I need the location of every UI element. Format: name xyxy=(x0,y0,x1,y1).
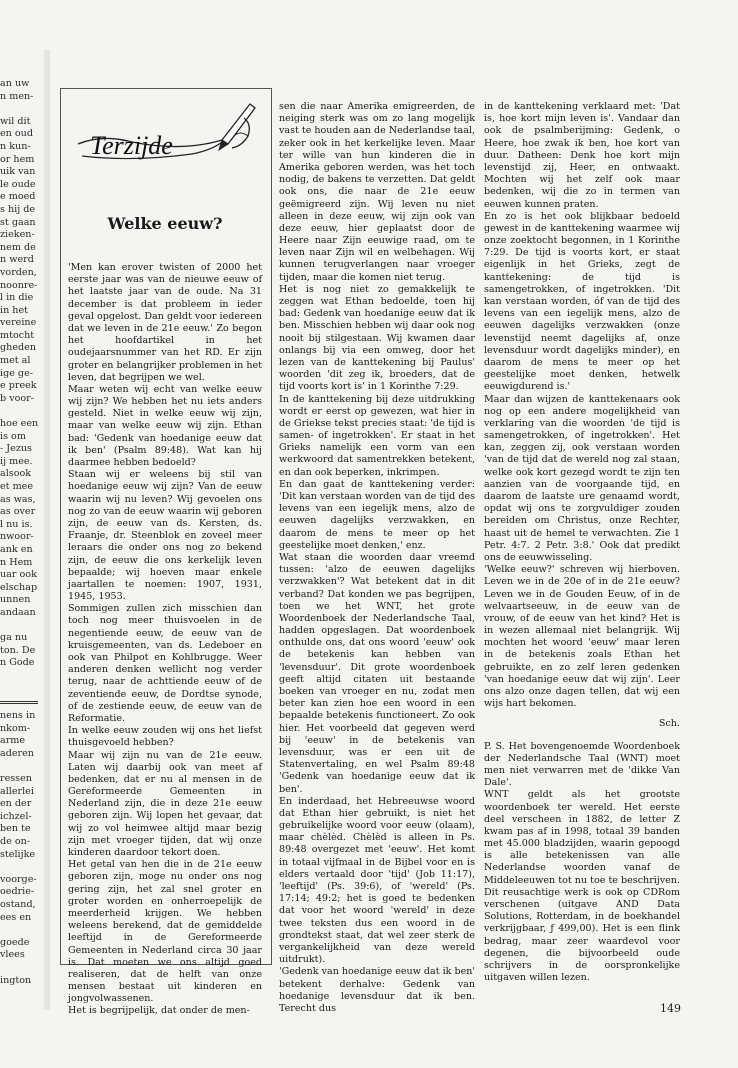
logo-lettering: Terzijde xyxy=(90,131,173,160)
previous-column-line xyxy=(0,861,40,874)
article-col1-paragraph: Maar wij zijn nu van de 21e eeuw. Laten wij daarbij ook van meet af bedenken, dat er nu al mensen in de Gereformeerde Gemeenten in Nederland zijn, die in deze 21e eeuw geboren zijn. Wij lopen het gevaar, dat wij zo vol heimwee altijd maar bezig zijn met vroeger tijden, dat wij onze kinderen daardoor tekort doen. xyxy=(68,749,262,858)
previous-column-line: b voor- xyxy=(0,392,34,404)
previous-column-line: ostand, xyxy=(0,899,36,910)
article-col2-paragraph: En dan gaat de kanttekening verder: 'Dit kan verstaan worden van de tijd des levens van een iegelijk mens, alzo de eeuwen dagelijks verzwakken, en daarom de mens te meer op het geestelijke moet denken,' enz. xyxy=(279,478,475,551)
previous-column-line: uar ook xyxy=(0,569,37,581)
previous-column-line: en oud xyxy=(0,128,34,140)
previous-column-line: n Gode xyxy=(0,657,35,669)
previous-column-line: en der xyxy=(0,798,32,810)
previous-column-line: is om xyxy=(0,430,26,442)
article-column-3 xyxy=(484,101,680,984)
previous-column-line: nkom- xyxy=(0,722,31,734)
previous-column-line: elschap xyxy=(0,581,38,593)
previous-column-line: mtocht xyxy=(0,329,35,341)
previous-column-line: arme xyxy=(0,735,26,747)
article-col1-paragraph: Maar weten wij echt van welke eeuw wij zijn? We hebben het nu iets anders gesteld. Niet in welke eeuw wij zijn, maar van welke eeuw wij zijn. Ethan bad: 'Gedenk van hoedanige eeuw dat ik ben' (Psalm 89:48). Wat kan hij daarmee hebben bedoeld? xyxy=(68,383,262,468)
author-signature: Sch. xyxy=(658,718,680,730)
previous-column-line: voorge- xyxy=(0,873,37,885)
previous-column-line: ees en xyxy=(0,911,32,923)
article-col3-paragraph: Maar dan wijzen de kanttekenaars ook nog op een andere mogelijkheid van verklaring van die woorden 'de tijd is samengetrokken, of ingetrokken'. Het kan, zeggen zij, ook verstaan worden 'van de tijd dat de wereld nog zal staan, welke ook kort gezegd wordt te zijn ten aanzien van de voorgaande tijd, en daarom de laatste ure genaamd wordt, opdat wij ons te zorgvuldiger zouden bereiden om Christus, onze Rechter, haast uit de hemel te verwachten. Zie 1 Petr. 4:7. 2 Petr. 3:8.' Ook dat predikt ons de eeuwwisseling. xyxy=(484,393,680,563)
previous-column-line: zieken- xyxy=(0,229,35,241)
previous-column-line: hoe een xyxy=(0,418,39,430)
previous-column-line: noonre- xyxy=(0,279,38,291)
article-col2-paragraph: sen die naar Amerika emigreerden, de neiging sterk was om zo lang mogelijk vast te houden aan de Nederlandse taal, zeker ook in het kerkelijke leven. Maar ter wille van hun kinderen die in Amerika geboren werden, was het toch nodig, de bakens te verzetten. Dat geldt ook ons, die naar de 21e eeuw geëmigreerd zijn. Wij leven nu niet alleen in deze eeuw, wij zijn ook van deze eeuw, hier geplaatst door de Heere naar Zijn eeuwige raad, om te leven naar Zijn wil en welbehagen. Wij kunnen terugverlangen naar vroeger tijden, maar die komen niet terug. xyxy=(279,101,475,283)
article-ps-paragraph: P. S. Het bovengenoemde Woordenboek der Nederlandsche Taal (WNT) moet men niet verwarren met de 'dikke Van Dale'. xyxy=(484,740,680,789)
previous-column-line: st gaan xyxy=(0,216,36,228)
previous-column-line: et mee xyxy=(0,481,34,492)
previous-column-line xyxy=(0,760,40,773)
previous-column-line: vereine xyxy=(0,317,37,329)
previous-column-line: ton. De xyxy=(0,644,36,656)
previous-column-line xyxy=(0,683,40,696)
article-col1-paragraph: Het is begrijpelijk, dat onder de men- xyxy=(68,1005,250,1017)
previous-column-line: ington xyxy=(0,974,32,986)
previous-column-line xyxy=(0,405,40,418)
article-column-1 xyxy=(68,262,262,1018)
previous-column-line: l nu is. xyxy=(0,518,33,530)
article-col3-paragraph: in de kanttekening verklaard met: 'Dat is, hoe kort mijn leven is'. Vandaar dan ook de psalmberijming: Gedenk, o Heere, hoe zwak ik ben, hoe kort van duur. Datheen: Denk hoe kort mijn levenstijd zij, Heer, en ontwaakt. Mochten wij het zelf ook maar bedenken, wij die zo in termen van eeuwen kunnen praten. xyxy=(484,101,680,210)
column-3-body xyxy=(484,101,680,710)
previous-column-line: de on- xyxy=(0,836,31,848)
previous-column-line: or hem xyxy=(0,153,35,165)
previous-column-line: e preek xyxy=(0,380,37,392)
previous-column-line: n kun- xyxy=(0,140,31,152)
article-col3-paragraph: En zo is het ook blijkbaar bedoeld gewest in de kanttekening waarmee wij onze zoektocht begonnen, in 1 Korinthe 7:29. De tijd is voorts kort, er staat eigenlijk in het Grieks, zegt de kanttekening: de tijd is samengetrokken, of ingetrokken. 'Dit kan verstaan worden, óf van de tijd des levens van een iegelijk mens, alzo de eeuwen dagelijks verzwakken (onze levenstijd neemt dagelijks af, onze levensduur wordt dagelijks minder), en daarom de mens te meer op het geestelijke moet denken, hetwelk eeuwigdurend is.' xyxy=(484,210,680,393)
previous-column-line: uik van xyxy=(0,166,36,178)
previous-column-line: ben te xyxy=(0,823,31,835)
page-gutter xyxy=(44,50,50,1010)
previous-column-line: andaan xyxy=(0,606,36,618)
previous-column-line: met al xyxy=(0,355,31,367)
previous-column-line xyxy=(0,620,40,633)
article-col1-paragraph: In welke eeuw zouden wij ons het liefst thuisgevoeld hebben? xyxy=(68,725,262,749)
article-col1-paragraph: Staan wij er weleens bij stil van hoedanige eeuw wij zijn? Van de eeuw waarin wij nu leven? Wij gevoelen ons nog zo van de eeuw waarin wij geboren zijn, de eeuw van ds. Kersten, ds. Fraanje, dr. Steenblok en zoveel meer leraars die onder ons nog zo bekend zijn, de eeuw die ons kerkelijk leven bepaalde; wij hoeven maar enkele jaartallen te noemen: 1907, 1931, 1945, 1953. xyxy=(68,469,262,603)
previous-column-line: unnen xyxy=(0,594,31,606)
page-number: 149 xyxy=(660,1002,681,1015)
previous-column-line: ank en xyxy=(0,543,33,555)
article-col1-paragraph: Het getal van hen die in de 21e eeuw geboren zijn, moge nu onder ons nog gering zijn, het zal snel groter en groter worden en onherroepelijk de meerderheid krijgen. We hebben weleens berekend, dat de gemiddelde leeftijd in de Gereformeerde Gemeenten in Nederland circa 30 jaar is. Dat moeten we ons altijd goed realiseren, dat de helft van onze mensen bestaat uit kinderen en jongvolwassenen. xyxy=(68,859,262,1005)
previous-column-line: ga nu xyxy=(0,632,28,644)
previous-column-line: vlees xyxy=(0,949,25,961)
section-divider xyxy=(0,701,38,704)
terzijde-logo xyxy=(72,96,257,174)
previous-column-line: in het xyxy=(0,304,29,316)
previous-column-line: ige ge- xyxy=(0,367,33,379)
previous-column-line: vorden, xyxy=(0,266,37,278)
previous-column-line: ichzel- xyxy=(0,810,32,822)
article-col2-paragraph: Het is nog niet zo gemakkelijk te zeggen wat Ethan bedoelde, toen hij bad: Gedenk van hoedanige eeuw dat ik ben. Misschien hebben wij daar ook nog nooit bij stilgestaan. Wij kwamen daar onlangs bij via een omweg, door het lezen van de kanttekening bij Paulus' woorden 'dit zeg ik, broeders, dat de tijd voorts kort is' in 1 Korinthe 7:29. xyxy=(279,283,475,393)
article-col2-paragraph: En inderdaad, het Hebreeuwse woord dat Ethan hier gebruikt, is niet het gebruikelijke woord voor eeuw (olaam), maar chèlèd. Chèlèd is alleen in Ps. 89:48 overgezet met 'eeuw'. Het komt in totaal vijfmaal in de Bijbel voor en is elders vertaald door 'tijd' (Job 11:17), 'leeftijd' (Ps. 39:6), of 'wereld' (Ps. 17:14; 49:2; het is goed te bedenken dat voor het woord 'wereld' in deze twee teksten dus een woord in de grondtekst staat, dat wel zeer sterk de vergankelijkheid van deze wereld uitdrukt). xyxy=(279,795,475,966)
previous-column-line xyxy=(0,924,40,937)
previous-column-line: nens in xyxy=(0,710,36,722)
previous-column-line: l in die xyxy=(0,292,34,304)
previous-column-line xyxy=(0,103,40,116)
previous-column-line: goede xyxy=(0,936,30,948)
article-col3-paragraph: 'Welke eeuw?' schreven wij hierboven. Leven we in de 20e of in de 21e eeuw? Leven we in de Gouden Eeuw, of in de welvaartseeuw, in de eeuw van de vrouw, of de eeuw van het kind? Het is in wezen allemaal niet belangrijk. Wij mochten het woord 'eeuw' maar leren in de betekenis zoals Ethan het gebruikte, en zo zelf leren gedenken 'van hoedanige eeuw dat wij zijn'. Leer ons alzo onze dagen tellen, dat wij een wijs hart bekomen. xyxy=(484,564,680,710)
article-column-2 xyxy=(279,101,475,1015)
previous-column-line: s hij de xyxy=(0,203,36,215)
previous-column-line: alsook xyxy=(0,468,32,480)
previous-column-line: aderen xyxy=(0,747,34,759)
previous-column-line: stelijke xyxy=(0,848,36,860)
previous-column-line: nem de xyxy=(0,241,36,253)
previous-column-line xyxy=(0,962,40,975)
article-col1-paragraph: Sommigen zullen zich misschien dan toch nog meer thuisvoelen in de negentiende eeuw, de eeuw van de kruisgemeenten, van ds. Ledeboer en ook van Philpot en Kohlbrugge. Weer anderen denken wellicht nog verder terug, naar de achttiende eeuw of de zeventiende eeuw, de Dordtse synode, of de zestiende eeuw, de eeuw van de Reformatie. xyxy=(68,603,262,724)
previous-column-line: oedrie- xyxy=(0,886,35,898)
previous-column-line: - Jezus xyxy=(0,443,32,455)
previous-column-line: an uw xyxy=(0,78,30,89)
previous-column-line: le oude xyxy=(0,178,36,190)
previous-column-line: wil dit xyxy=(0,115,31,127)
terzijde-logo-image xyxy=(72,96,257,174)
article-title: Welke eeuw? xyxy=(107,214,223,233)
article-col2-paragraph: 'Gedenk van hoedanige eeuw dat ik ben' betekent derhalve: Gedenk van hoedanige levensduur dat ik ben. Terecht dus xyxy=(279,966,475,1014)
previous-column-line: as was, xyxy=(0,493,36,505)
previous-column-line: n werd xyxy=(0,254,34,266)
previous-column-line: as over xyxy=(0,506,36,518)
previous-column-line: n Hem xyxy=(0,556,33,568)
previous-page-column-fragment xyxy=(0,78,40,998)
previous-column-line: n men- xyxy=(0,90,34,102)
previous-column-line: e moed xyxy=(0,191,36,203)
article-col2-paragraph: Wat staan die woorden daar vreemd tussen: 'alzo de eeuwen dagelijks verzwakken'? Wat betekent dat in dit verband? Dat konden we pas begrijpen, toen we het WNT, het grote Woordenboek der Nederlandsche Taal, hadden opgeslagen. Dat woordenboek onthulde ons, dat ons woord 'eeuw' ook de betekenis kan hebben van 'levensduur'. Dit grote woordenboek geeft altijd citaten uit bestaande boeken van vroeger en nu, zodat men beter kan zien hoe een woord in een bepaalde betekenis functioneert. Zo ook hier. Het voorbeeld dat gegeven werd bij 'eeuw' in de betekenis van levensduur, was er een uit de Statenvertaling, en wel Psalm 89:48 'Gedenk van hoedanige eeuw dat ik ben'. xyxy=(279,551,475,795)
previous-column-line xyxy=(0,670,40,683)
article-col1-paragraph: 'Men kan erover twisten of 2000 het eerste jaar was van de nieuwe eeuw of het laatste jaar van de oude. Na 31 december is dat probleem in ieder geval opgelost. Dan geldt voor iedereen dat we leven in de 21e eeuw.' Zo begon het hoofdartikel in het oudejaarsnummer van het RD. Er zijn groter en belangrijker problemen in het leven, dat begrijpen we wel. xyxy=(68,262,262,383)
postscript xyxy=(484,741,680,985)
previous-column-line: allerlei xyxy=(0,785,34,797)
article-ps-paragraph: WNT geldt als het grootste woordenboek ter wereld. Het eerste deel verscheen in 1882, de letter Z kwam pas af in 1998, totaal 39 banden met 45.000 bladzijden, waarin gepoogd is alle betekenissen van alle Nederlandse woorden vanaf de Middeleeuwen tot nu toe te beschrijven. Dit reusachtige werk is ook op CDRom verschenen (uitgave AND Data Solutions, Rotterdam, in de boekhandel verkrijgbaar, ƒ 499,00). Het is een flink bedrag, maar zeer waardevol voor degenen, die bijvoorbeeld oude schrijvers in de oorspronkelijke uitgaven willen lezen. xyxy=(484,789,680,984)
previous-column-line: ij mee. xyxy=(0,455,33,467)
previous-column-line: gheden xyxy=(0,342,36,354)
article-col2-paragraph: In de kanttekening bij deze uitdrukking wordt er eerst op gewezen, wat hier in de Griekse tekst precies staat: 'de tijd is samen- of ingetrokken'. Er staat in het Grieks namelijk een vorm van een werkwoord dat samentrekken betekent, en dan ook beperken, inkrimpen. xyxy=(279,393,475,478)
previous-column-line: nwoor- xyxy=(0,531,34,543)
previous-column-line: ressen xyxy=(0,773,32,785)
